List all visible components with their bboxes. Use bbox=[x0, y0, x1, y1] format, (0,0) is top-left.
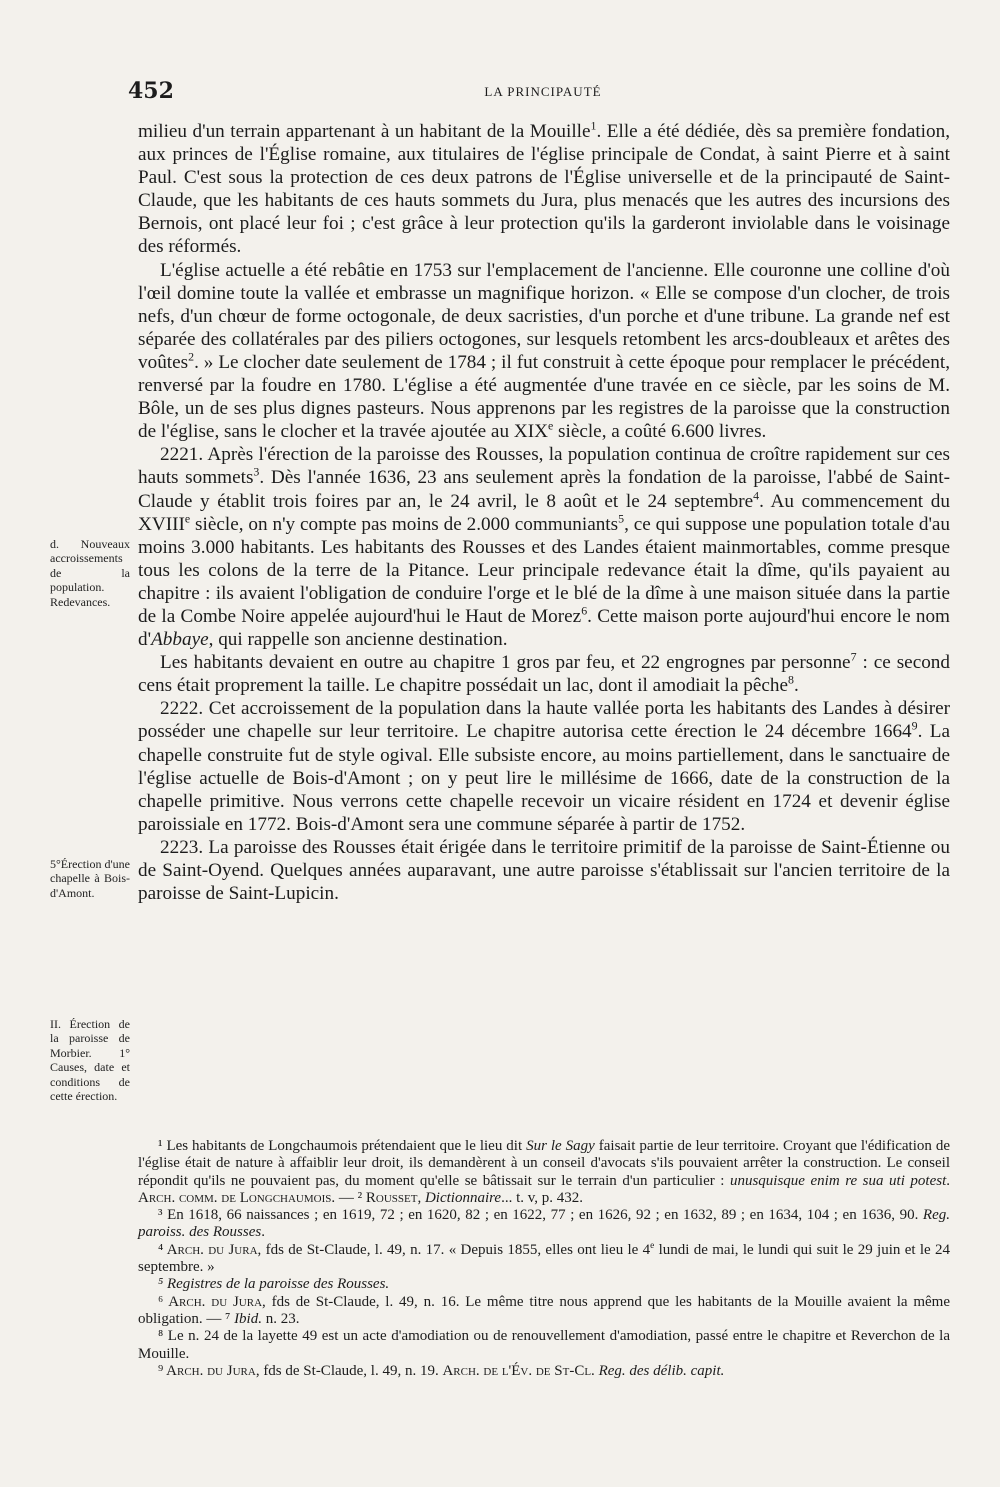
footnote-8: ⁸ Le n. 24 de la layette 49 est un acte d'amodiation ou de renouvellement d'amodiation, passé entre le chapitre et Reverchon de la Mouille. bbox=[138, 1328, 950, 1362]
footnote-4: ⁴ Arch. du Jura, fds de St-Claude, l. 49, n. 17. « Depuis 1855, elles ont lieu le 4e lundi de mai, le lundi qui suit le 29 juin et le 24 septembre. » bbox=[138, 1240, 950, 1276]
running-title: LA PRINCIPAUTÉ bbox=[484, 84, 602, 99]
footnote-ref[interactable]: 4 bbox=[753, 488, 760, 503]
footnote-ref[interactable]: 5 bbox=[618, 511, 625, 526]
footnote-ref[interactable]: 2 bbox=[188, 349, 195, 364]
footnote-ref[interactable]: 3 bbox=[253, 465, 260, 480]
paragraph: milieu d'un terrain appartenant à un habitant de la Mouille$^1$. Elle a été dédiée, dès sa première fondation, aux princes de l'Église romaine, aux titulaires de l'église principale de Condat, à saint Pierre et à saint Paul. C'est sous la protection de ces deux patrons de l'Église universelle et de la principauté de Saint-Claude, que les habitants de ces hauts sommets du Jura, plus menacés que les autres des incursions des Bernois, ont placé leur foi ; c'est grâce à leur protection qu'ils la garderont inviolable dans le voisinage des réformés. bbox=[138, 118, 950, 258]
paragraph-2221: 2221. Après l'érection de la paroisse des Rousses, la population continua de croître rapidement sur ces hauts sommets$^3$. Dès l'année 1636, 23 ans seulement après la fondation de la paroisse, l'abbé de Saint-Claude y établit trois foires par an, le 24 avril, le 8 août et le 24 septembre$^4$. Au commencement du XVIIIe siècle, on n'y compte pas moins de 2.000 communiants$^5$, ce qui suppose une population totale d'au moins 3.000 habitants. Les habitants des Rousses et des Landes étaient mainmortables, comme presque tous les colons de la terre de la Pitance. Leur principale redevance était la dîme, qu'ils payaient au chapitre : ils avaient l'obligation de conduire l'orge et le blé de la dîme à une maison située dans la partie de la Combe Noire appelée aujourd'hui le Haut de Morez$^6$. Cette maison porte aujourd'hui encore le nom d'Abbaye, qui rappelle son ancienne destination. bbox=[138, 444, 951, 651]
footnote-9: ⁹ Arch. du Jura, fds de St-Claude, l. 49, n. 19. Arch. de l'Év. de St-Cl. Reg. des délib. capit. bbox=[158, 1362, 725, 1379]
footnote-ref[interactable]: 8 bbox=[788, 672, 794, 687]
footnote-1-2: ¹ Les habitants de Longchaumois prétendaient que le lieu dit Sur le Sagy faisait partie de leur territoire. Croyant que l'édification de l'église était de nature à affaiblir leur droit, ils demandèrent à un conseil d'avocats s'ils pouvaient arrêter la construction. Le conseil répondit qu'ils ne pouvaient pas, du moment qu'elle se bâtissait sur le terrain d'un particulier : unusquisque enim re sua uti potest. Arch. comm. de Longchaumois. — ² Rousset, Dictionnaire... t. v, p. 432. bbox=[138, 1138, 950, 1206]
footnotes bbox=[138, 1138, 950, 1380]
main-text bbox=[138, 120, 950, 905]
paragraph-2222: 2222. Cet accroissement de la population dans la haute vallée porta les habitants des Landes à désirer posséder une chapelle sur leur territoire. Le chapitre autorisa cette érection le 24 décembre 1664$^9$. La chapelle construite fut de style ogival. Elle subsiste encore, au moins partiellement, dans le sanctuaire de l'église actuelle de Bois-d'Amont ; on y peut lire le millésime de 1666, date de la construction de la chapelle primitive. Nous verrons cette chapelle recevoir un vicaire résident en 1724 et devenir église paroissiale en 1772. Bois-d'Amont sera une commune séparée à partir de 1752. bbox=[138, 698, 950, 835]
paragraph-2223: 2223. La paroisse des Rousses était érigée dans le territoire primitif de la paroisse de Saint-Étienne ou de Saint-Oyend. Quelques années auparavant, une autre paroisse s'établissait sur l'ancien territoire de la paroisse de Saint-Lupicin. bbox=[138, 836, 950, 905]
margin-note-population: d. Nouveaux accroissements de la population. Redevances. bbox=[50, 537, 130, 609]
page-number: 452 bbox=[128, 78, 174, 104]
footnote-3: ³ En 1618, 66 naissances ; en 1619, 72 ; en 1620, 82 ; en 1622, 77 ; en 1626, 92 ; en 1632, 89 ; en 1634, 104 ; en 1636, 90. Reg. paroiss. des Rousses. bbox=[138, 1207, 950, 1241]
margin-note-chapelle: 5°Érection d'une chapelle à Bois-d'Amont. bbox=[50, 857, 130, 900]
footnote-ref[interactable]: 7 bbox=[850, 649, 857, 664]
page-header bbox=[128, 78, 958, 108]
footnote-6-7: ⁶ Arch. du Jura, fds de St-Claude, l. 49, n. 16. Le même titre nous apprend que les habitants de la Mouille avaient la même obligation. — ⁷ Ibid. n. 23. bbox=[138, 1293, 950, 1327]
paragraph: L'église actuelle a été rebâtie en 1753 sur l'emplacement de l'ancienne. Elle couronne une colline d'où l'œil domine toute la vallée et embrasse un magnifique horizon. « Elle se compose d'un clocher, de trois nefs, d'un chœur de forme octogonale, de deux sacristies, d'un porche et d'une tribune. La grande nef est séparée des collatérales par des piliers octogones, sur lesquels retombent les arcs-doubleaux et arêtes des voûtes$^2$. » Le clocher date seulement de 1784 ; il fut construit à cette époque pour remplacer le précédent, renversé par la foudre en 1780. L'église a été augmentée d'une travée en ce siècle, par les soins de M. Bôle, un de ses plus dignes pasteurs. Nous apprenons par les registres de la paroisse que la construction de l'église, sans le clocher et la travée ajoutée au XIXe siècle, a coûté 6.600 livres. bbox=[138, 259, 950, 443]
margin-note-morbier: II. Érection de la paroisse de Morbier. 1° Causes, date et conditions de cette érection. bbox=[50, 1017, 130, 1104]
footnote-ref[interactable]: 1 bbox=[590, 118, 597, 133]
footnote-ref[interactable]: 6 bbox=[581, 603, 588, 618]
paragraph: Les habitants devaient en outre au chapitre 1 gros par feu, et 22 engrognes par personne$^7$ : ce second cens était proprement la taille. Le chapitre possédait un lac, dont il amodiait la pêche$^8$. bbox=[138, 649, 950, 697]
footnote-ref[interactable]: 9 bbox=[911, 719, 918, 734]
footnote-5: ⁵ Registres de la paroisse des Rousses. bbox=[158, 1276, 390, 1293]
